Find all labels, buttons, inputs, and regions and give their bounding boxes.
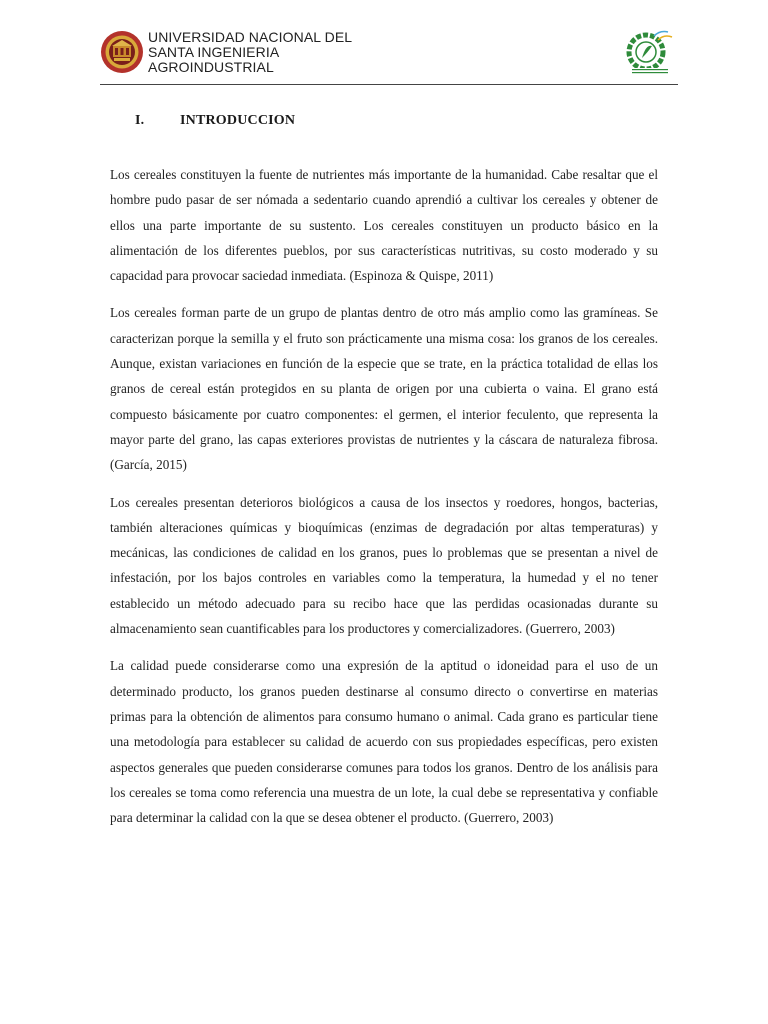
- institution-line-1: UNIVERSIDAD NACIONAL DEL: [148, 29, 353, 45]
- agroindustrial-engineering-logo-icon: [624, 28, 676, 78]
- page-header: [0, 0, 768, 100]
- institution-line-3: AGROINDUSTRIAL: [148, 59, 274, 75]
- institution-line-2: SANTA INGENIERIA: [148, 44, 280, 60]
- document-body: [110, 162, 658, 842]
- section-number: I.: [135, 113, 145, 128]
- paragraph: Los cereales forman parte de un grupo de plantas dentro de otro más amplio como las gramíneas. Se caracterizan porque la semilla y el fruto son prácticamente una misma cosa: los granos de los cereales. Aunque, existan variaciones en función de la especie que se trate, en la práctica totalidad de ellas los granos de cereal están protegidos en su planta de origen por una cubierta o vaina. El grano está compuesto básicamente por cuatro componentes: el germen, el interior feculento, que representa la mayor parte del grano, las capas exteriores provistas de nutrientes y la cáscara de naturaleza fibrosa. (García, 2015): [110, 305, 658, 473]
- header-divider: [100, 84, 678, 85]
- section-title: INTRODUCCION: [180, 113, 296, 128]
- paragraph: La calidad puede considerarse como una expresión de la aptitud o idoneidad para el uso de un determinado producto, los granos pueden destinarse al consumo directo o convertirse en materias primas para la obtención de alimentos para consumo humano o animal. Cada grano es particular tiene una metodología para establecer su calidad de acuerdo con sus propiedades específicas, pero existen aspectos generales que pueden considerarse comunes para todos los granos. Dentro de los análisis para los cereales se toma como referencia una muestra de un lote, la cual debe se representativa y confiable para determinar la calidad con la que se desea obtener el producto. (Guerrero, 2003): [110, 658, 658, 826]
- section-heading: [135, 113, 295, 129]
- institution-name: [148, 30, 352, 75]
- paragraph: Los cereales constituyen la fuente de nutrientes más importante de la humanidad. Cabe resaltar que el hombre pudo pasar de ser nómada a sedentario cuando aprendió a cultivar los cereales y obtener de ellos una parte importante de su sustento. Los cereales constituyen un producto básico en la alimentación de los diferentes pueblos, por sus características nutritivas, su costo moderado y su capacidad para provocar saciedad inmediata. (Espinoza & Quispe, 2011): [110, 167, 658, 284]
- university-seal-icon: [100, 30, 144, 74]
- paragraph: Los cereales presentan deterioros biológicos a causa de los insectos y roedores, hongos, bacterias, también alteraciones químicas y bioquímicas (enzimas de degradación por altas temperaturas) y mecánicas, las condiciones de calidad en los granos, pues lo problemas que se presentan a nivel de infestación, por los bajos controles en variables como la temperatura, la humedad y el no tener establecido un método adecuado para su recibo hace que las perdidas ocasionadas durante su almacenamiento sean cuantificables para los productores y comercializadores. (Guerrero, 2003): [110, 494, 658, 637]
